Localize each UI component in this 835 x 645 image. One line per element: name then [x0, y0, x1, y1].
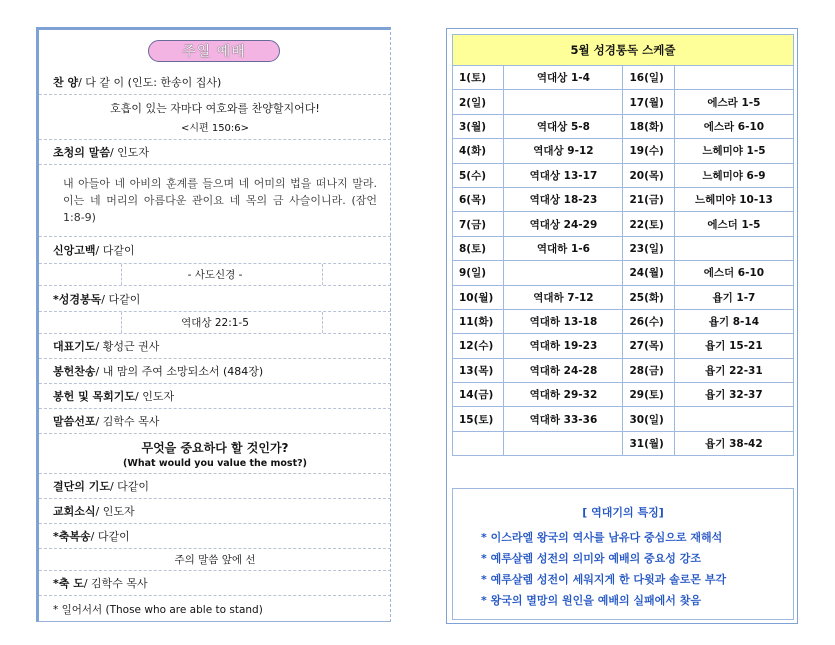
news-row: [39, 499, 391, 524]
schedule-reading: 느헤미야 6-9: [674, 163, 793, 187]
schedule-date: 20(목): [623, 163, 674, 187]
schedule-row: [453, 212, 794, 236]
schedule-table: [452, 34, 794, 456]
feature-item: * 왕국의 멸망의 원인을 예배의 실패에서 찾음: [481, 594, 701, 607]
schedule-reading: 역대상 1-4: [504, 66, 623, 90]
schedule-row: [453, 358, 794, 382]
schedule-reading: 역대상 13-17: [504, 163, 623, 187]
sermon-row: [39, 409, 391, 434]
offering-hymn-row: [39, 359, 391, 384]
blessing-song-title-row: [39, 549, 391, 571]
psalm-row: [39, 95, 391, 140]
schedule-reading: 역대하 29-32: [504, 383, 623, 407]
schedule-date: 4(화): [453, 139, 504, 163]
sermon-title: 무엇을 중요하다 할 것인가?: [141, 440, 289, 455]
schedule-reading: 에스더 1-5: [674, 212, 793, 236]
features-box: [452, 488, 794, 620]
footnote-row: [39, 596, 391, 622]
schedule-date: 28(금): [623, 358, 674, 382]
creed-text: / 다같이: [95, 244, 135, 257]
schedule-reading: 에스더 6-10: [674, 261, 793, 285]
schedule-row: [453, 163, 794, 187]
prayer-row: [39, 334, 391, 359]
decision-text: / 다같이: [109, 480, 150, 493]
schedule-reading: 역대상 9-12: [504, 139, 623, 163]
creed-center-row: [39, 264, 391, 286]
schedule-date: 14(금): [453, 383, 504, 407]
blessing-song-row: [39, 524, 391, 549]
schedule-reading: 욥기 22-31: [674, 358, 793, 382]
features-title: [ 역대기의 특징]: [582, 506, 664, 519]
news-text: / 인도자: [95, 505, 135, 518]
call-row: [39, 140, 391, 165]
schedule-reading: 역대하 7-12: [504, 285, 623, 309]
offering-text: / 인도자: [135, 390, 175, 403]
schedule-reading: 욥기 32-37: [674, 383, 793, 407]
feature-item: * 예루살렘 성전이 세워지게 한 다윗과 솔로몬 부각: [481, 573, 727, 586]
schedule-date: 27(목): [623, 334, 674, 358]
schedule-reading: [504, 431, 623, 455]
schedule-date: 15(토): [453, 407, 504, 431]
call-text: / 인도자: [109, 146, 150, 159]
schedule-date: 31(월): [623, 431, 674, 455]
reading-row: [39, 286, 391, 312]
psalm-reference: <시편 150:6>: [180, 123, 250, 134]
reading-schedule-panel: [446, 28, 798, 624]
sermon-title-english: (What would you value the most?): [123, 457, 307, 469]
schedule-date: 5(수): [453, 163, 504, 187]
schedule-date: 2(일): [453, 90, 504, 114]
schedule-row: [453, 114, 794, 138]
schedule-row: [453, 431, 794, 455]
schedule-date: 10(월): [453, 285, 504, 309]
sermon-title-row: [39, 434, 391, 474]
schedule-date: 1(토): [453, 66, 504, 90]
schedule-date: 18(화): [623, 114, 674, 138]
worship-title: 주일 예배: [148, 40, 280, 62]
hymn-text: / 다 같 이 (인도: 한송이 집사): [78, 76, 222, 89]
schedule-row: [453, 383, 794, 407]
schedule-date: 23(일): [623, 236, 674, 260]
schedule-row: [453, 285, 794, 309]
schedule-row: [453, 334, 794, 358]
schedule-date: 26(수): [623, 309, 674, 333]
schedule-date: 25(화): [623, 285, 674, 309]
schedule-date: 13(목): [453, 358, 504, 382]
psalm-text: 호흡이 있는 자마다 여호와를 찬양할지어다!: [110, 102, 320, 115]
schedule-reading: 욥기 15-21: [674, 334, 793, 358]
schedule-date: 21(금): [623, 187, 674, 211]
schedule-row: [453, 139, 794, 163]
decision-label: 결단의 기도: [53, 480, 110, 493]
schedule-reading: [504, 261, 623, 285]
blessing-song-label: *축복송: [53, 530, 91, 543]
schedule-date: 22(토): [623, 212, 674, 236]
schedule-date: 6(목): [453, 187, 504, 211]
schedule-row: [453, 407, 794, 431]
reading-reference: 역대상 22:1-5: [181, 317, 249, 329]
schedule-row: [453, 66, 794, 90]
schedule-row: [453, 309, 794, 333]
offering-hymn-label: 봉헌찬송: [53, 365, 96, 378]
schedule-reading: 에스라 1-5: [674, 90, 793, 114]
schedule-row: [453, 236, 794, 260]
blessing-song-title: 주의 말씀 앞에 선: [174, 554, 256, 566]
benediction-label: *축 도: [53, 577, 84, 590]
news-label: 교회소식: [53, 505, 96, 518]
decision-row: [39, 474, 391, 499]
benediction-row: [39, 571, 391, 596]
schedule-reading: 욥기 38-42: [674, 431, 793, 455]
schedule-reading: 역대하 33-36: [504, 407, 623, 431]
prayer-text: / 황성근 권사: [95, 340, 160, 353]
schedule-reading: 에스라 6-10: [674, 114, 793, 138]
schedule-reading: [504, 90, 623, 114]
schedule-reading: 역대하 1-6: [504, 236, 623, 260]
schedule-date: 11(화): [453, 309, 504, 333]
schedule-date: 24(월): [623, 261, 674, 285]
footnote: * 일어서서 (Those who are able to stand): [53, 603, 263, 616]
schedule-reading: 역대하 19-23: [504, 334, 623, 358]
schedule-date: 9(일): [453, 261, 504, 285]
schedule-reading: 역대상 24-29: [504, 212, 623, 236]
worship-order-panel: [36, 27, 391, 622]
schedule-date: 17(월): [623, 90, 674, 114]
schedule-reading: 느헤미야 1-5: [674, 139, 793, 163]
creed-center: - 사도신경 -: [187, 269, 243, 281]
schedule-reading: 역대상 5-8: [504, 114, 623, 138]
schedule-date: 30(일): [623, 407, 674, 431]
schedule-date: 16(일): [623, 66, 674, 90]
reading-text: / 다같이: [101, 292, 141, 306]
schedule-reading: 욥기 8-14: [674, 309, 793, 333]
prayer-label: 대표기도: [53, 340, 96, 353]
schedule-reading: 욥기 1-7: [674, 285, 793, 309]
schedule-header: 5월 성경통독 스케줄: [453, 35, 794, 66]
call-verse: 내 아들아 네 아비의 훈계를 들으며 네 어미의 법을 떠나지 말라. 이는 네 머리의 아름다운 관이요 네 목의 금 사슬이니라. (잠언 1:8-9): [63, 177, 377, 224]
call-label: 초청의 말씀: [53, 146, 110, 159]
feature-item: * 예루살렘 성전의 의미와 예배의 중요성 강조: [481, 552, 701, 565]
schedule-row: [453, 187, 794, 211]
schedule-row: [453, 261, 794, 285]
blessing-song-text: / 다같이: [90, 530, 130, 543]
schedule-reading: 느헤미야 10-13: [674, 187, 793, 211]
schedule-reading: [674, 66, 793, 90]
schedule-row: [453, 90, 794, 114]
offering-label: 봉헌 및 목회기도: [53, 390, 136, 403]
reading-label: *성경봉독: [53, 292, 102, 306]
schedule-date: 3(월): [453, 114, 504, 138]
schedule-date: 12(수): [453, 334, 504, 358]
call-verse-row: [39, 165, 391, 237]
offering-hymn-text: / 내 맘의 주여 소망되소서 (484장): [95, 365, 264, 378]
schedule-date: 19(수): [623, 139, 674, 163]
benediction-text: / 김학수 목사: [83, 577, 148, 590]
schedule-date: [453, 431, 504, 455]
schedule-date: 29(토): [623, 383, 674, 407]
reading-ref-row: [39, 312, 391, 334]
schedule-reading: 역대상 18-23: [504, 187, 623, 211]
offering-row: [39, 384, 391, 409]
feature-item: * 이스라엘 왕국의 역사를 남유다 중심으로 재해석: [481, 531, 723, 544]
schedule-date: 7(금): [453, 212, 504, 236]
schedule-date: 8(토): [453, 236, 504, 260]
schedule-reading: 역대하 13-18: [504, 309, 623, 333]
schedule-reading: [674, 236, 793, 260]
creed-label: 신앙고백: [53, 244, 96, 257]
sermon-label: 말씀선포: [53, 415, 96, 428]
creed-row: [39, 237, 391, 264]
hymn-label: 찬 양: [53, 76, 79, 89]
schedule-reading: 역대하 24-28: [504, 358, 623, 382]
schedule-reading: [674, 407, 793, 431]
hymn-row: [39, 70, 391, 95]
sermon-text: / 김학수 목사: [95, 415, 160, 428]
